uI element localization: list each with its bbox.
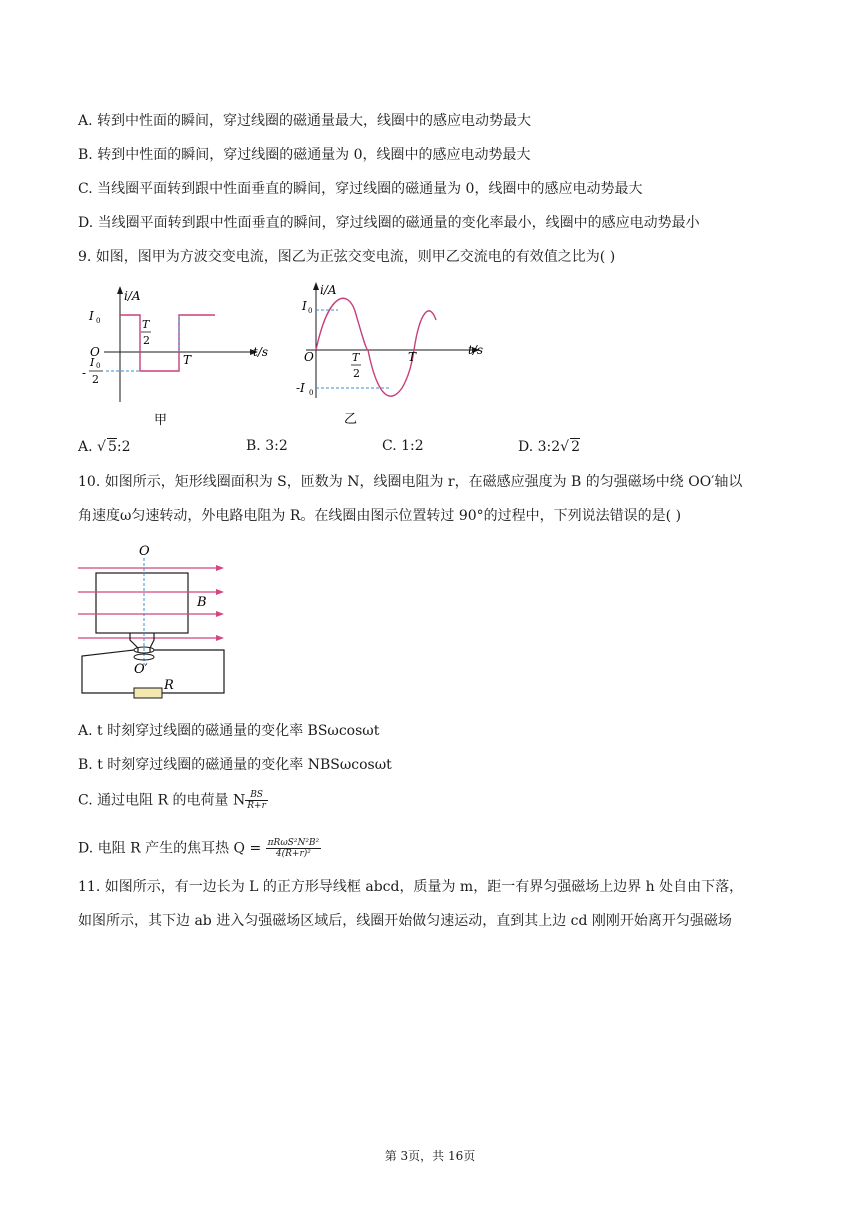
q9-figure-yi — [296, 280, 496, 430]
yi-half-t-den: 2 — [353, 367, 360, 380]
yi-i0-label: I — [302, 299, 307, 313]
q10-label-o: O — [139, 544, 150, 559]
q10-option-b: B. t 时刻穿过线圈的磁通量的变化率 NBSωcosωt — [78, 757, 392, 773]
yi-y-label: i/A — [320, 283, 337, 297]
q11-line1: 11. 如图所示，有一边长为 L 的正方形导线框 abcd，质量为 m，距一有界匀强磁场上边界 h 处自由下落， — [78, 879, 744, 895]
yi-origin-label: O — [304, 350, 314, 364]
jia-i0-label: I — [89, 309, 94, 323]
q9-option-b: B. 3:2 — [246, 438, 288, 454]
jia-neg-i0-den: 2 — [92, 373, 99, 386]
q10-option-c: C. 通过电阻 R 的电荷量 N $\frac{BS}{R+r}$ — [78, 790, 266, 811]
q9-option-c: C. 1:2 — [382, 438, 424, 454]
q10-option-a: A. t 时刻穿过线圈的磁通量的变化率 BSωcosωt — [78, 723, 380, 739]
jia-neg-i0-num: I — [90, 356, 95, 369]
q10-label-r: R — [164, 678, 174, 693]
q10-option-d-fraction: $\frac{\text{πRωS²N²B²}}{\text{4(R+r)²}}$ — [267, 838, 320, 859]
q10-figure — [78, 540, 238, 700]
q10-option-c-fraction: $\frac{BS}{R+r}$ — [247, 790, 266, 811]
q9-stem: 9. 如图，图甲为方波交变电流，图乙为正弦交变电流，则甲乙交流电的有效值之比为( ) — [78, 249, 616, 265]
q10-stem-line1: 10. 如图所示，矩形线圈面积为 S，匝数为 N，线圈电阻为 r，在磁感应强度为 B 的匀强磁场中绕 OO′轴以 — [78, 474, 743, 490]
yi-i0-sub: 0 — [308, 307, 313, 315]
jia-i0-sub: 0 — [96, 317, 101, 325]
q10-option-d: D. 电阻 R 产生的焦耳热 Q = $\frac{\text{πRωS²N²B²}}{\text{4(R+r)²}}$ — [78, 838, 320, 859]
q8-option-a: A. 转到中性面的瞬间，穿过线圈的磁通量最大，线圈中的感应电动势最大 — [78, 113, 532, 129]
q11-line2: 如图所示，其下边 ab 进入匀强磁场区域后，线圈开始做匀速运动，直到其上边 cd 刚刚开始离开匀强磁场 — [78, 913, 732, 929]
q10-label-b: B — [197, 595, 207, 610]
yi-caption: 乙 — [344, 412, 358, 427]
jia-origin-label: O — [90, 345, 100, 359]
jia-neg-i0-sub: 0 — [96, 362, 101, 370]
q9-option-a: A. √ 5:2 — [78, 439, 131, 455]
yi-x-label: t/s — [468, 343, 484, 357]
jia-half-t-num: T — [142, 318, 150, 331]
page-footer: 第 3页，共 16页 — [384, 1149, 476, 1163]
q8-option-c: C. 当线圈平面转到跟中性面垂直的瞬间，穿过线圈的磁通量为 0，线圈中的感应电动势最大 — [78, 181, 643, 197]
jia-t-label: T — [183, 353, 192, 367]
q10-stem-line2: 角速度ω匀速转动，外电路电阻为 R。在线圈由图示位置转过 90°的过程中，下列说法错误的是( ) — [78, 508, 682, 524]
jia-caption: 甲 — [154, 413, 168, 428]
yi-half-t-num: T — [352, 351, 360, 364]
jia-half-t-den: 2 — [143, 334, 150, 347]
yi-neg-i0-sub: 0 — [309, 389, 314, 397]
jia-x-label: t/s — [253, 345, 269, 359]
q8-option-d: D. 当线圈平面转到跟中性面垂直的瞬间，穿过线圈的磁通量的变化率最小，线圈中的感应电动势最小 — [78, 215, 700, 231]
q8-option-b: B. 转到中性面的瞬间，穿过线圈的磁通量为 0，线圈中的感应电动势最大 — [78, 147, 531, 163]
yi-t-label: T — [408, 350, 417, 364]
q9-option-d: D. 3:2√ 2 — [518, 439, 581, 455]
q10-label-o-prime: O′ — [134, 662, 148, 677]
jia-neg-sign: - — [82, 366, 87, 380]
q9-figure-jia — [82, 284, 272, 434]
jia-y-label: i/A — [124, 289, 141, 303]
yi-neg-i0-label: -I — [296, 381, 305, 395]
